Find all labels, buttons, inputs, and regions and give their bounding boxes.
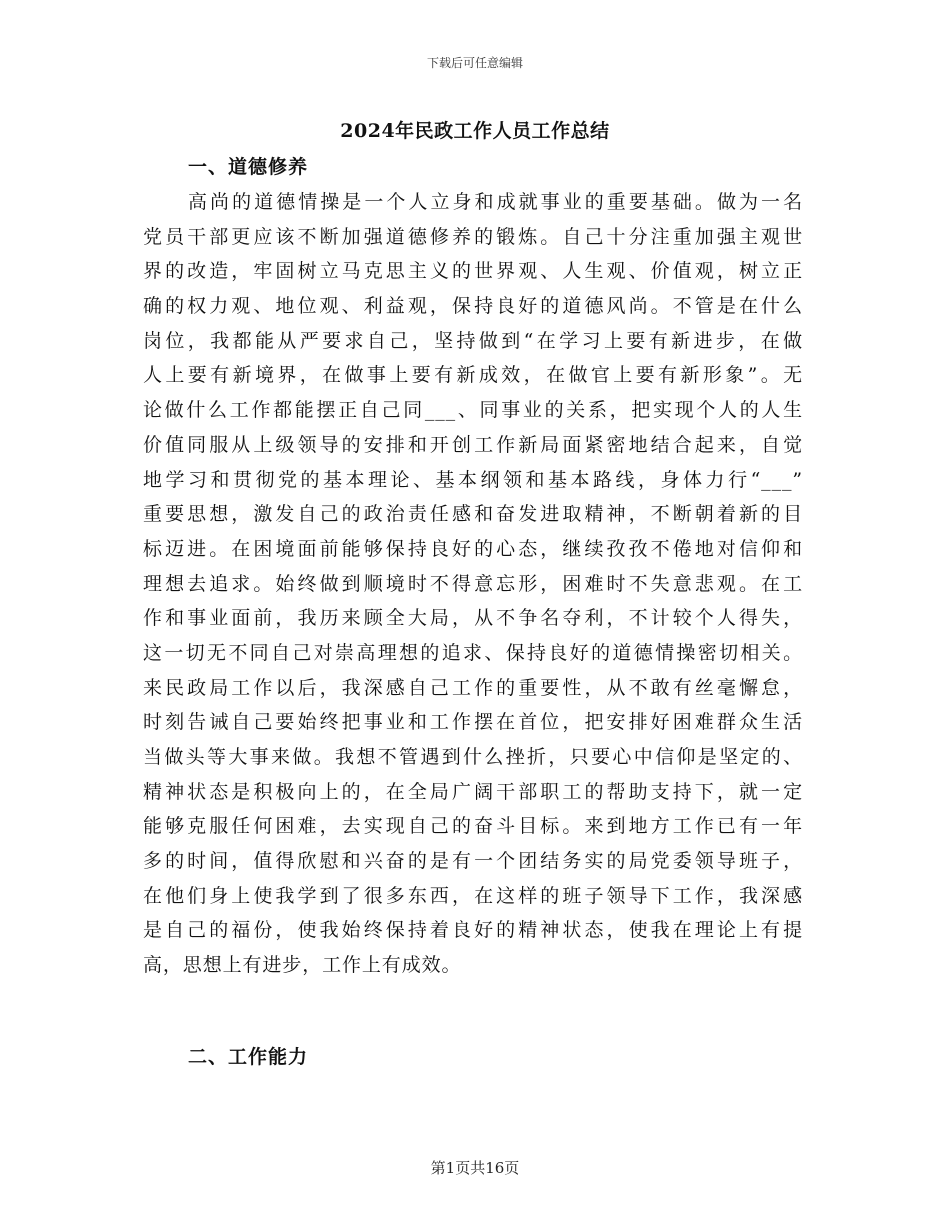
paragraph-line: 能够克服任何困难，去实现自己的奋斗目标。来到地方工作已有一年 [143, 815, 803, 838]
paragraph-line: 精神状态是积极向上的，在全局广阔干部职工的帮助支持下，就一定 [143, 780, 803, 803]
paragraph-line: 是自己的福份，使我始终保持着良好的精神状态，使我在理论上有提 [143, 919, 803, 942]
paragraph-line: 界的改造，牢固树立马克思主义的世界观、人生观、价值观，树立正 [143, 260, 803, 283]
paragraph-line: 时刻告诫自己要始终把事业和工作摆在首位，把安排好困难群众生活 [143, 711, 803, 734]
paragraph-line: 当做头等大事来做。我想不管遇到什么挫折，只要心中信仰是坚定的、 [143, 746, 803, 768]
paragraph-line: 理想去追求。始终做到顺境时不得意忘形，困难时不失意悲观。在工 [143, 572, 803, 595]
paragraph-line: 重要思想，激发自己的政治责任感和奋发进取精神，不断朝着新的目 [143, 503, 803, 526]
paragraph-line: 在他们身上使我学到了很多东西，在这样的班子领导下工作，我深感 [143, 884, 803, 907]
document-title: 2024年民政工作人员工作总结 [340, 120, 610, 142]
paragraph-line: 这一切无不同自己对崇高理想的追求、保持良好的道德情操密切相关。 [143, 641, 803, 664]
paragraph-line: 高，思想上有进步，工作上有成效。 [143, 954, 462, 977]
paragraph-line: 岗位，我都能从严要求自己，坚持做到“在学习上要有新进步，在做 [143, 329, 803, 352]
paragraph-line: 价值同服从上级领导的安排和开创工作新局面紧密地结合起来，自觉 [143, 433, 803, 456]
paragraph-line: 高尚的道德情操是一个人立身和成就事业的重要基础。做为一名 [188, 191, 803, 213]
paragraph-line: 作和事业面前，我历来顾全大局，从不争名夺利，不计较个人得失， [143, 607, 803, 630]
paragraph-line: 人上要有新境界，在做事上要有新成效，在做官上要有新形象”。无 [143, 364, 803, 387]
page-footer: 第1页共16页 [430, 1159, 520, 1177]
paragraph-line: 多的时间，值得欣慰和兴奋的是有一个团结务实的局党委领导班子， [143, 850, 803, 873]
section-heading-work-ability: 二、工作能力 [188, 1046, 309, 1068]
body-paragraph [143, 185, 803, 983]
paragraph-line: 地学习和贯彻党的基本理论、基本纲领和基本路线，身体力行“___” [143, 468, 803, 491]
section-heading-moral-cultivation: 一、道德修养 [188, 156, 309, 178]
paragraph-line: 党员干部更应该不断加强道德修养的锻炼。自己十分注重加强主观世 [143, 225, 803, 248]
paragraph-line: 来民政局工作以后，我深感自己工作的重要性，从不敢有丝毫懈怠， [143, 676, 803, 699]
header-note: 下载后可任意编辑 [426, 56, 523, 70]
paragraph-line: 论做什么工作都能摆正自己同___、同事业的关系，把实现个人的人生 [143, 399, 803, 422]
paragraph-line: 确的权力观、地位观、利益观，保持良好的道德风尚。不管是在什么 [143, 295, 803, 318]
paragraph-line: 标迈进。在困境面前能够保持良好的心态，继续孜孜不倦地对信仰和 [143, 537, 803, 560]
